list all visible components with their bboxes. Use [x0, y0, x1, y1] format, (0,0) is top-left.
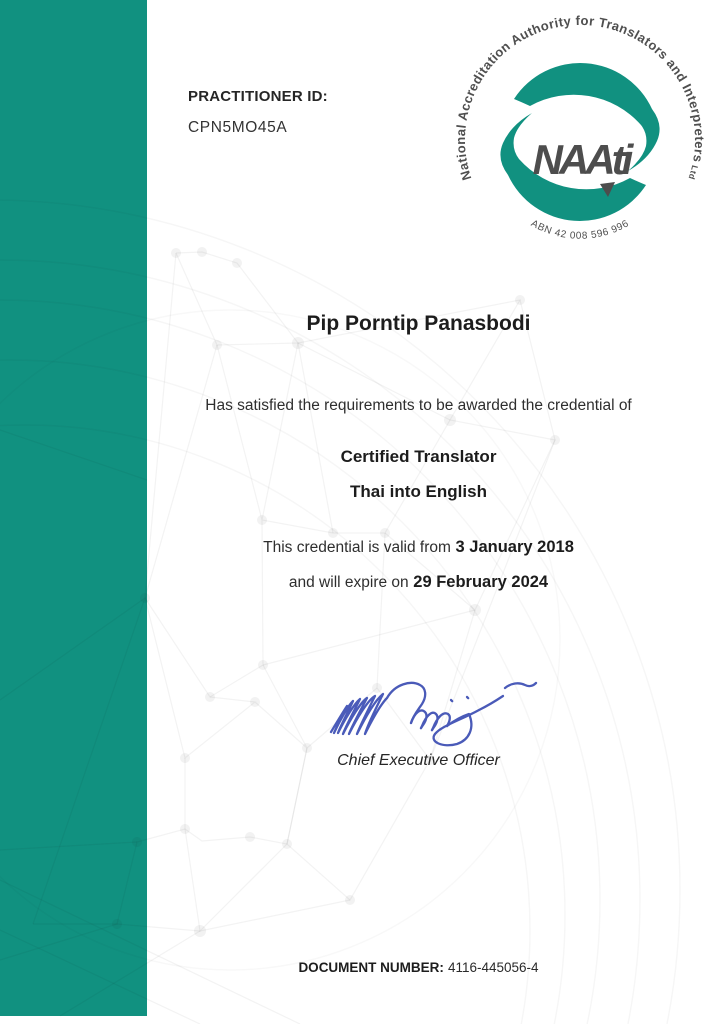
logo-naati-monogram: NAAti — [532, 136, 630, 183]
expire-prefix: and will expire on — [288, 574, 409, 591]
logo-abn-text: ABN 42 008 596 996 — [528, 218, 632, 242]
valid-from-line — [147, 538, 690, 557]
signatory-title: Chief Executive Officer — [337, 752, 500, 769]
practitioner-block — [188, 88, 328, 137]
practitioner-id-value: CPN5MO45A — [188, 119, 288, 136]
ceo-signature — [323, 678, 551, 756]
valid-from-date: 3 January 2018 — [455, 538, 574, 556]
document-number-line — [147, 960, 690, 975]
logo-arc-organization-text: National Accreditation Authority for Translators and Interpreters Ltd — [452, 12, 708, 183]
credential-title: Certified Translator — [340, 447, 497, 466]
credential-language-pair: Thai into English — [350, 482, 487, 501]
document-number-label: DOCUMENT NUMBER: — [298, 960, 444, 975]
naati-logo — [440, 6, 716, 258]
expire-date: 29 February 2024 — [413, 573, 549, 591]
expire-line — [147, 573, 690, 592]
valid-from-prefix: This credential is valid from — [263, 539, 451, 556]
recipient-name: Pip Porntip Panasbodi — [306, 312, 531, 335]
practitioner-id-label: PRACTITIONER ID: — [188, 88, 328, 105]
award-statement: Has satisfied the requirements to be awarded the credential of — [205, 397, 632, 414]
document-number-value: 4116-445056-4 — [447, 960, 539, 975]
